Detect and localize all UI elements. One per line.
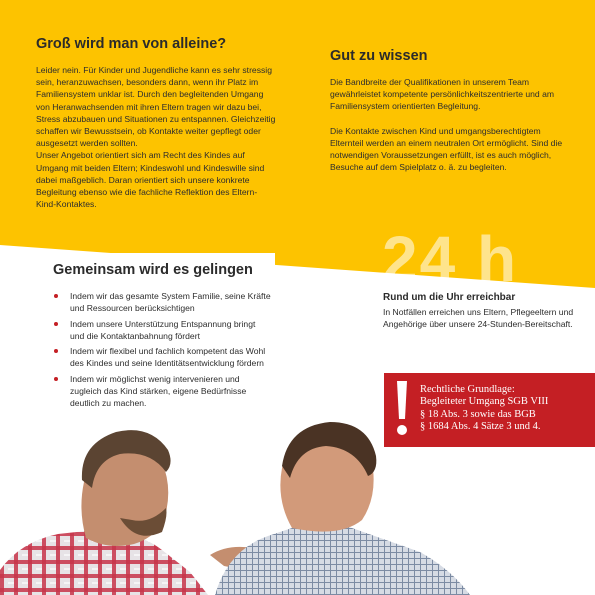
good-to-know-title: Gut zu wissen	[330, 48, 428, 64]
photo-two-men	[0, 420, 595, 595]
intro-section	[36, 36, 276, 210]
legal-line-4: § 1684 Abs. 4 Sätze 3 und 4.	[420, 421, 541, 433]
legal-line-1: Rechtliche Grundlage:	[420, 384, 515, 395]
together-title: Gemeinsam wird es gelingen	[53, 262, 253, 278]
intro-paragraph-1: Leider nein. Für Kinder und Jugendliche kann es sehr stressig sein, heranzuwachsen, besonders dann, wenn ihr Platz im Familiensystem unklar ist. Durch den begleitenden Umgang von Heranwachsenden mit ihren Eltern tragen wir dazu bei, Stress abzubauen und Situationen zu entspannen. Gleichzeitig schaffen wir Bewusstsein, ob Kontakte weiter gepflegt oder ausgesetzt werden sollten.	[36, 65, 276, 149]
good-to-know-paragraph-1: Die Bandbreite der Qualifikationen in unserem Team gewährleistet kompetente persönlichkeitszentrierte und am Familiensystem orientierten Begleitung.	[330, 77, 555, 112]
good-to-know-section	[330, 48, 570, 173]
list-item-text: Indem unsere Unterstützung Entspannung bringt und die Kontaktanbahnung fördert	[70, 318, 256, 341]
bullet-icon	[54, 322, 58, 326]
hotline-text: In Notfällen erreichen uns Eltern, Pflegeeltern und Angehörige über unsere 24-Stunden-Bereitschaft.	[383, 307, 574, 330]
bullet-icon	[54, 294, 58, 298]
legal-line-2: Begleiteter Umgang SGB VIII	[420, 396, 549, 408]
together-heading-box	[40, 253, 275, 285]
good-to-know-paragraph-2: Die Kontakte zwischen Kind und umgangsberechtigtem Elternteil werden an einem neutralen Ort ermöglicht. Sind die notwendigen Voraussetzungen erfüllt, ist es auch möglich, Besuche auf dem Spielplatz o. ä. zu begleiten.	[330, 125, 563, 173]
hotline-title: Rund um die Uhr erreichbar	[383, 292, 516, 303]
list-item-text: Indem wir flexibel und fachlich kompetent das Wohl des Kindes und seine Identitätsentwicklung fördern	[70, 346, 266, 369]
bullet-icon	[54, 377, 58, 381]
hotline-section	[383, 292, 583, 330]
list-item	[52, 345, 272, 370]
list-item	[52, 373, 272, 410]
intro-title: Groß wird man von alleine?	[36, 36, 227, 52]
legal-line-3: § 18 Abs. 3 sowie das BGB	[420, 408, 536, 420]
list-item	[52, 290, 272, 315]
hours-big-number: 24 h	[382, 223, 519, 295]
bullet-icon	[54, 349, 58, 353]
list-item-text: Indem wir das gesamte System Familie, seine Kräfte und Ressourcen berücksichtigen	[70, 291, 271, 314]
list-item	[52, 318, 272, 343]
intro-paragraph-2: Unser Angebot orientiert sich am Recht des Kindes auf Umgang mit beiden Eltern; Kindeswohl und Kindeswille sind dabei maßgeblich. Daran orientiert sich unsere konkrete Begleitung ebenso wie die fachliche Reflektion des Eltern-Kind-Kontaktes.	[36, 150, 265, 210]
list-item-text: Indem wir möglichst wenig intervenieren und zugleich das Kind stärken, eigene Bedürfnisse deutlich zu machen.	[70, 373, 247, 409]
together-list	[52, 290, 272, 413]
